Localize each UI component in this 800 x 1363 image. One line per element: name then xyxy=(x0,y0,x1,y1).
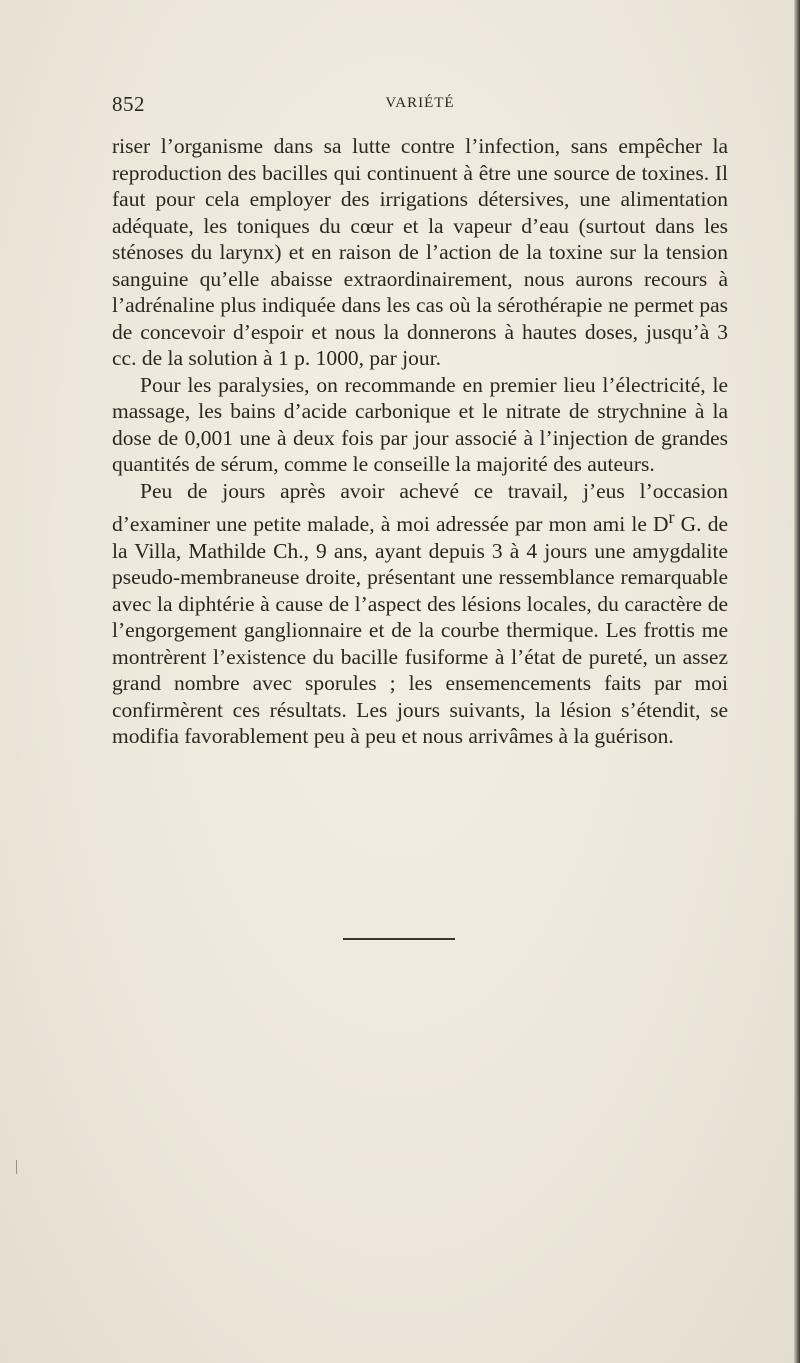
paragraph-3-text-start: Peu de jours après avoir achevé ce travail, j’eus l’occasion d’examiner une petite malade, à moi adressée par mon ami le D xyxy=(112,478,728,537)
page-number: 852 xyxy=(112,92,145,116)
paragraph-1: riser l’organisme dans sa lutte contre l’infection, sans empêcher la reproduction des bacilles qui continuent à être une source de toxines. Il faut pour cela employer des irrigations détersives, une alimentation adéquate, les toniques du cœur et la vapeur d’eau (surtout dans les sténoses du larynx) et en raison de l’action de la toxine sur la tension sanguine qu’elle abaisse extraordinairement, nous aurons recours à l’adrénaline plus indiquée dans les cas où la sérothérapie ne permet pas de concevoir d’espoir et nous la donnerons à hautes doses, jusqu’à 3 cc. de la solution à 1 p. 1000, par jour. xyxy=(112,134,728,370)
body-text xyxy=(112,133,728,750)
paragraph-2: Pour les paralysies, on recommande en premier lieu l’électricité, le massage, les bains d’acide carbonique et le nitrate de strychnine à la dose de 0,001 une à deux fois par jour associé à l’injection de grandes quantités de sérum, comme le conseille la majorité des auteurs. xyxy=(112,372,728,476)
page-edge-shadow xyxy=(794,0,800,1363)
page-header xyxy=(112,92,728,116)
end-of-article-rule xyxy=(343,938,455,940)
paragraph-3-text-end: G. de la Villa, Mathilde Ch., 9 ans, ayant depuis 3 à 4 jours une amygdalite pseudo-membraneuse droite, présentant une ressemblance remarquable avec la diphtérie à cause de l’aspect des lésions locales, du caractère de l’engorgement ganglionnaire et de la courbe thermique. Les frottis me montrèrent l’existence du bacille fusiforme à l’état de pureté, un assez grand nombre avec sporules ; les ensemencements faits par moi confirmèrent ces résultats. Les jours suivants, la lésion s’étendit, se modifia favorablement peu à peu et nous arrivâmes à la guérison. xyxy=(112,512,728,749)
running-title: VARIÉTÉ xyxy=(385,95,455,111)
doctor-abbrev-superscript: r xyxy=(668,507,675,527)
paragraph-3 xyxy=(112,478,728,750)
margin-mark xyxy=(16,1160,17,1174)
